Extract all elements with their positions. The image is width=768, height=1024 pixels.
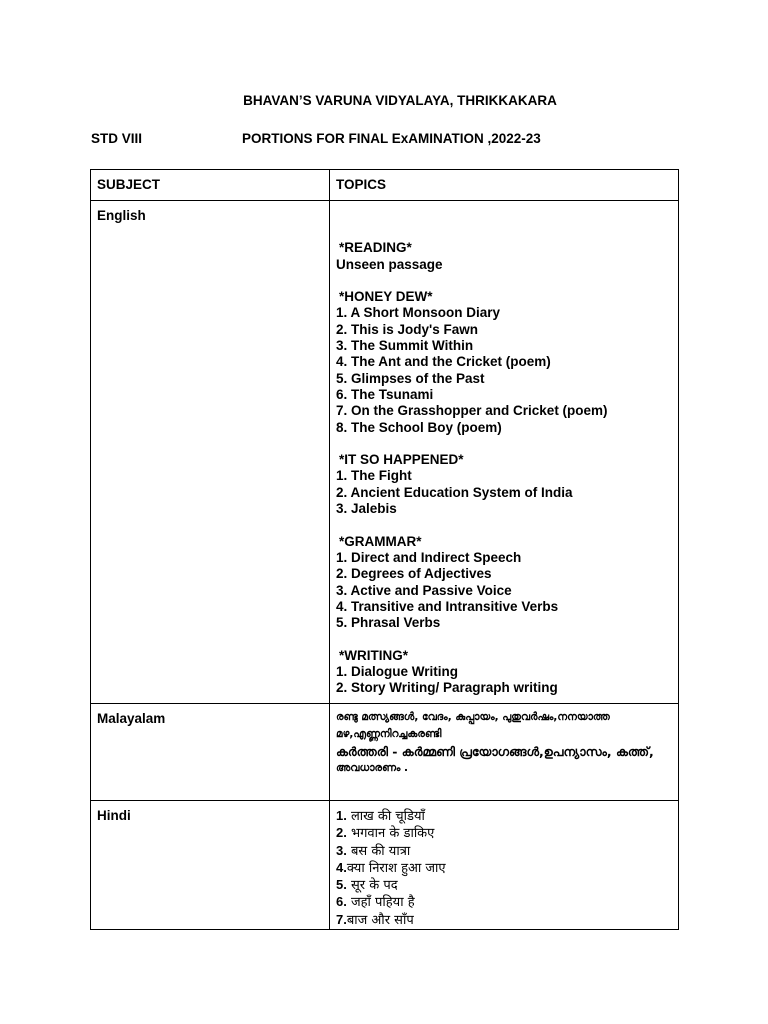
it-so-happened-heading: *IT SO HAPPENED* (339, 452, 464, 468)
hindi-row (91, 801, 679, 930)
writing-heading: *WRITING* (339, 647, 408, 663)
hindi-topics (330, 801, 679, 930)
list-item: രണ്ടു മത്സ്യങ്ങൾ, വേദം, കുപ്പായം, പുതുവർഷം,നനയാത്ത (336, 711, 610, 723)
list-item: 2. This is Jody's Fawn (336, 321, 479, 337)
list-item: 2. Story Writing/ Paragraph writing (336, 680, 558, 696)
honey-dew-heading: *HONEY DEW* (339, 289, 433, 305)
list-item: Unseen passage (336, 256, 443, 272)
list-item: 7.बाज और साँप (336, 911, 414, 928)
list-item: 3. Active and Passive Voice (336, 582, 512, 598)
list-item: 2. Degrees of Adjectives (336, 566, 492, 582)
list-item: മഴ,എണ്ണനിറച്ചകരണ്ടി (336, 728, 442, 740)
list-item: 6. The Tsunami (336, 386, 434, 402)
list-item: 1. A Short Monsoon Diary (336, 305, 501, 321)
list-item: 4.क्या निराश हुआ जाए (336, 859, 446, 876)
portions-title: PORTIONS FOR FINAL ExAMINATION ,2022-23 (242, 131, 541, 146)
list-item: 4. Transitive and Intransitive Verbs (336, 598, 559, 614)
list-item: 2. Ancient Education System of India (336, 484, 573, 500)
english-row (91, 201, 679, 704)
class-label: STD VIII (91, 131, 143, 146)
list-item: 2. भगवान के डाकिए (336, 825, 435, 842)
english-topics (330, 201, 679, 704)
list-item: 8. The School Boy (poem) (336, 419, 502, 435)
subject-hindi: Hindi (91, 801, 330, 930)
subject-column-header: SUBJECT (91, 170, 330, 201)
list-item: 3. The Summit Within (336, 338, 474, 354)
list-item: 7. On the Grasshopper and Cricket (poem) (336, 403, 608, 419)
list-item: 5. Glimpses of the Past (336, 370, 485, 386)
topics-column-header: TOPICS (330, 170, 679, 201)
subject-malayalam: Malayalam (91, 704, 330, 801)
list-item: 3. Jalebis (336, 501, 397, 517)
list-item: 3. बस की यात्रा (336, 842, 411, 859)
list-item: 1. Dialogue Writing (336, 664, 459, 680)
list-item: 6. जहाँ पहिया है (336, 894, 415, 911)
malayalam-topics (330, 704, 679, 801)
list-item: 1. लाख की चूडियाँ (336, 808, 425, 824)
portions-table (90, 169, 679, 930)
malayalam-row (91, 704, 679, 801)
grammar-heading: *GRAMMAR* (339, 533, 422, 549)
reading-heading: *READING* (339, 240, 412, 256)
list-item: 1. Direct and Indirect Speech (336, 549, 522, 565)
subject-english: English (91, 201, 330, 704)
list-item: 1. The Fight (336, 468, 412, 484)
list-item: കർത്തരി - കർമ്മണി പ്രയോഗങ്ങൾ,ഉപന്യാസം, കത്ത്, (336, 744, 654, 759)
list-item: 5. सूर के पद (336, 877, 398, 894)
list-item: അവധാരണം . (336, 762, 409, 774)
list-item: 5. Phrasal Verbs (336, 615, 441, 631)
school-name-heading: BHAVAN’S VARUNA VIDYALAYA, THRIKKAKARA (243, 93, 557, 108)
list-item: 4. The Ant and the Cricket (poem) (336, 354, 551, 370)
table-header-row (91, 170, 679, 201)
